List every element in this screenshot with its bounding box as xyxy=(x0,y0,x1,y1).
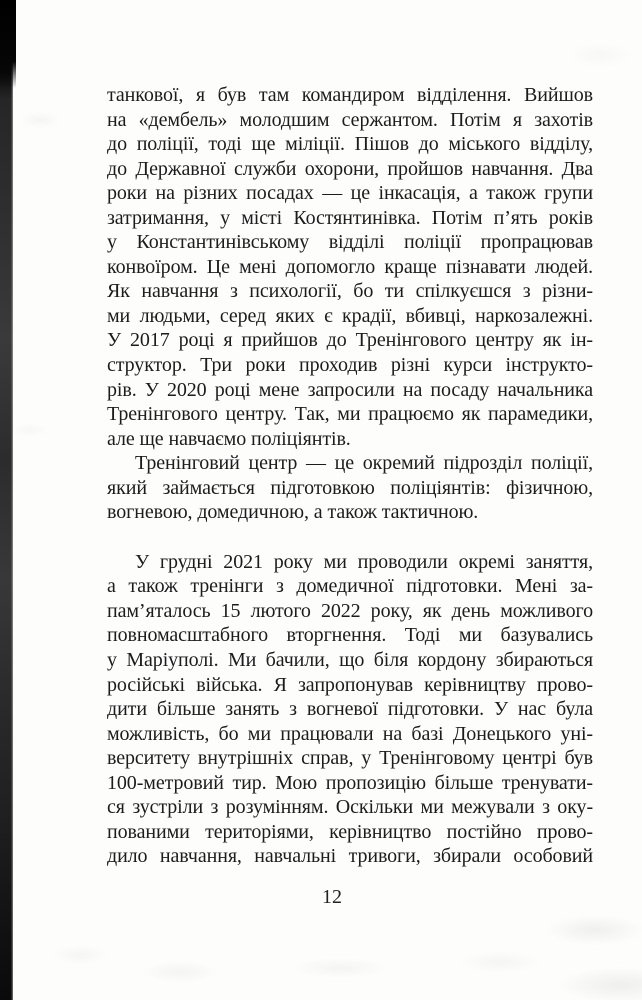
text-line: затримання, у місті Костянтинівка. Потім п’ять років xyxy=(107,206,593,229)
paragraph xyxy=(107,83,593,451)
text-line: ми людьми, серед яких є крадії, вбивці, наркозалежні. xyxy=(107,304,593,327)
text-line: який займається підготовкою поліціянтів: фізичною, xyxy=(107,476,593,499)
paragraph xyxy=(107,550,593,869)
text-line: повномасштабного вторгнення. Тоді ми базувались xyxy=(107,624,593,647)
text-line: У 2017 році я прийшов до Тренінгового центру як ін- xyxy=(107,329,593,352)
text-line: Як навчання з психології, бо ти спілкуєшся з різни- xyxy=(107,280,593,303)
top-left-corner-shadow xyxy=(0,0,16,88)
text-line: на «дембель» молодшим сержантом. Потім я захотів xyxy=(107,108,593,131)
text-line: вогневою, домедичною, а також тактичною. xyxy=(107,501,479,524)
text-block xyxy=(107,83,593,869)
page-number: 12 xyxy=(322,886,342,908)
text-line: до поліції, тоді ще міліції. Пішов до міського відділу, xyxy=(107,133,593,156)
left-edge-scan-shadow xyxy=(0,0,13,1000)
text-line: дити більше занять з вогневої підготовки. У нас була xyxy=(107,698,593,721)
text-line: роки на різних посадах — це інкасація, а також групи xyxy=(107,182,593,205)
text-line: ся зустріли з розумінням. Оскільки ми межували з оку- xyxy=(107,796,593,819)
text-line: у Маріуполі. Ми бачили, що біля кордону збираються xyxy=(107,649,593,672)
text-line: у Константинівському відділі поліції пропрацював xyxy=(107,231,593,254)
text-line: пованими територіями, керівництво постійно прово- xyxy=(107,820,593,843)
text-line: можливість, бо ми працювали на базі Донецького уні- xyxy=(107,722,593,745)
text-line: Тренінговий центр — це окремий підрозділ поліції, xyxy=(135,452,593,475)
text-line: до Державної служби охорони, пройшов навчання. Два xyxy=(107,157,593,180)
text-line: рів. У 2020 році мене запросили на посаду начальника xyxy=(107,378,593,401)
text-line: 100-метровий тир. Мою пропозицію більше тренувати- xyxy=(107,771,593,794)
text-line: дило навчання, навчальні тривоги, збирали особовий xyxy=(107,845,593,868)
text-line: а також тренінги з домедичної підготовки. Мені за- xyxy=(107,575,593,598)
text-line: У грудні 2021 року ми проводили окремі заняття, xyxy=(135,550,593,573)
text-line: Тренінгового центру. Так, ми працюємо як парамедики, xyxy=(107,403,593,426)
text-line: танкової, я був там командиром відділення. Вийшов xyxy=(107,84,593,106)
text-line: пам’яталось 15 лютого 2022 року, як день можливого xyxy=(107,599,593,622)
text-line: конвоїром. Це мені допомогло краще пізнавати людей. xyxy=(107,255,593,278)
text-line: але ще навчаємо поліціянтів. xyxy=(107,427,351,450)
text-line: російські війська. Я запропонував керівництву прово- xyxy=(107,673,593,696)
paragraph xyxy=(107,451,593,525)
text-line: верситету внутрішніх справ, у Тренінговому центрі був xyxy=(107,747,593,770)
text-line: структор. Три роки проходив різні курси інструкто- xyxy=(107,354,593,377)
